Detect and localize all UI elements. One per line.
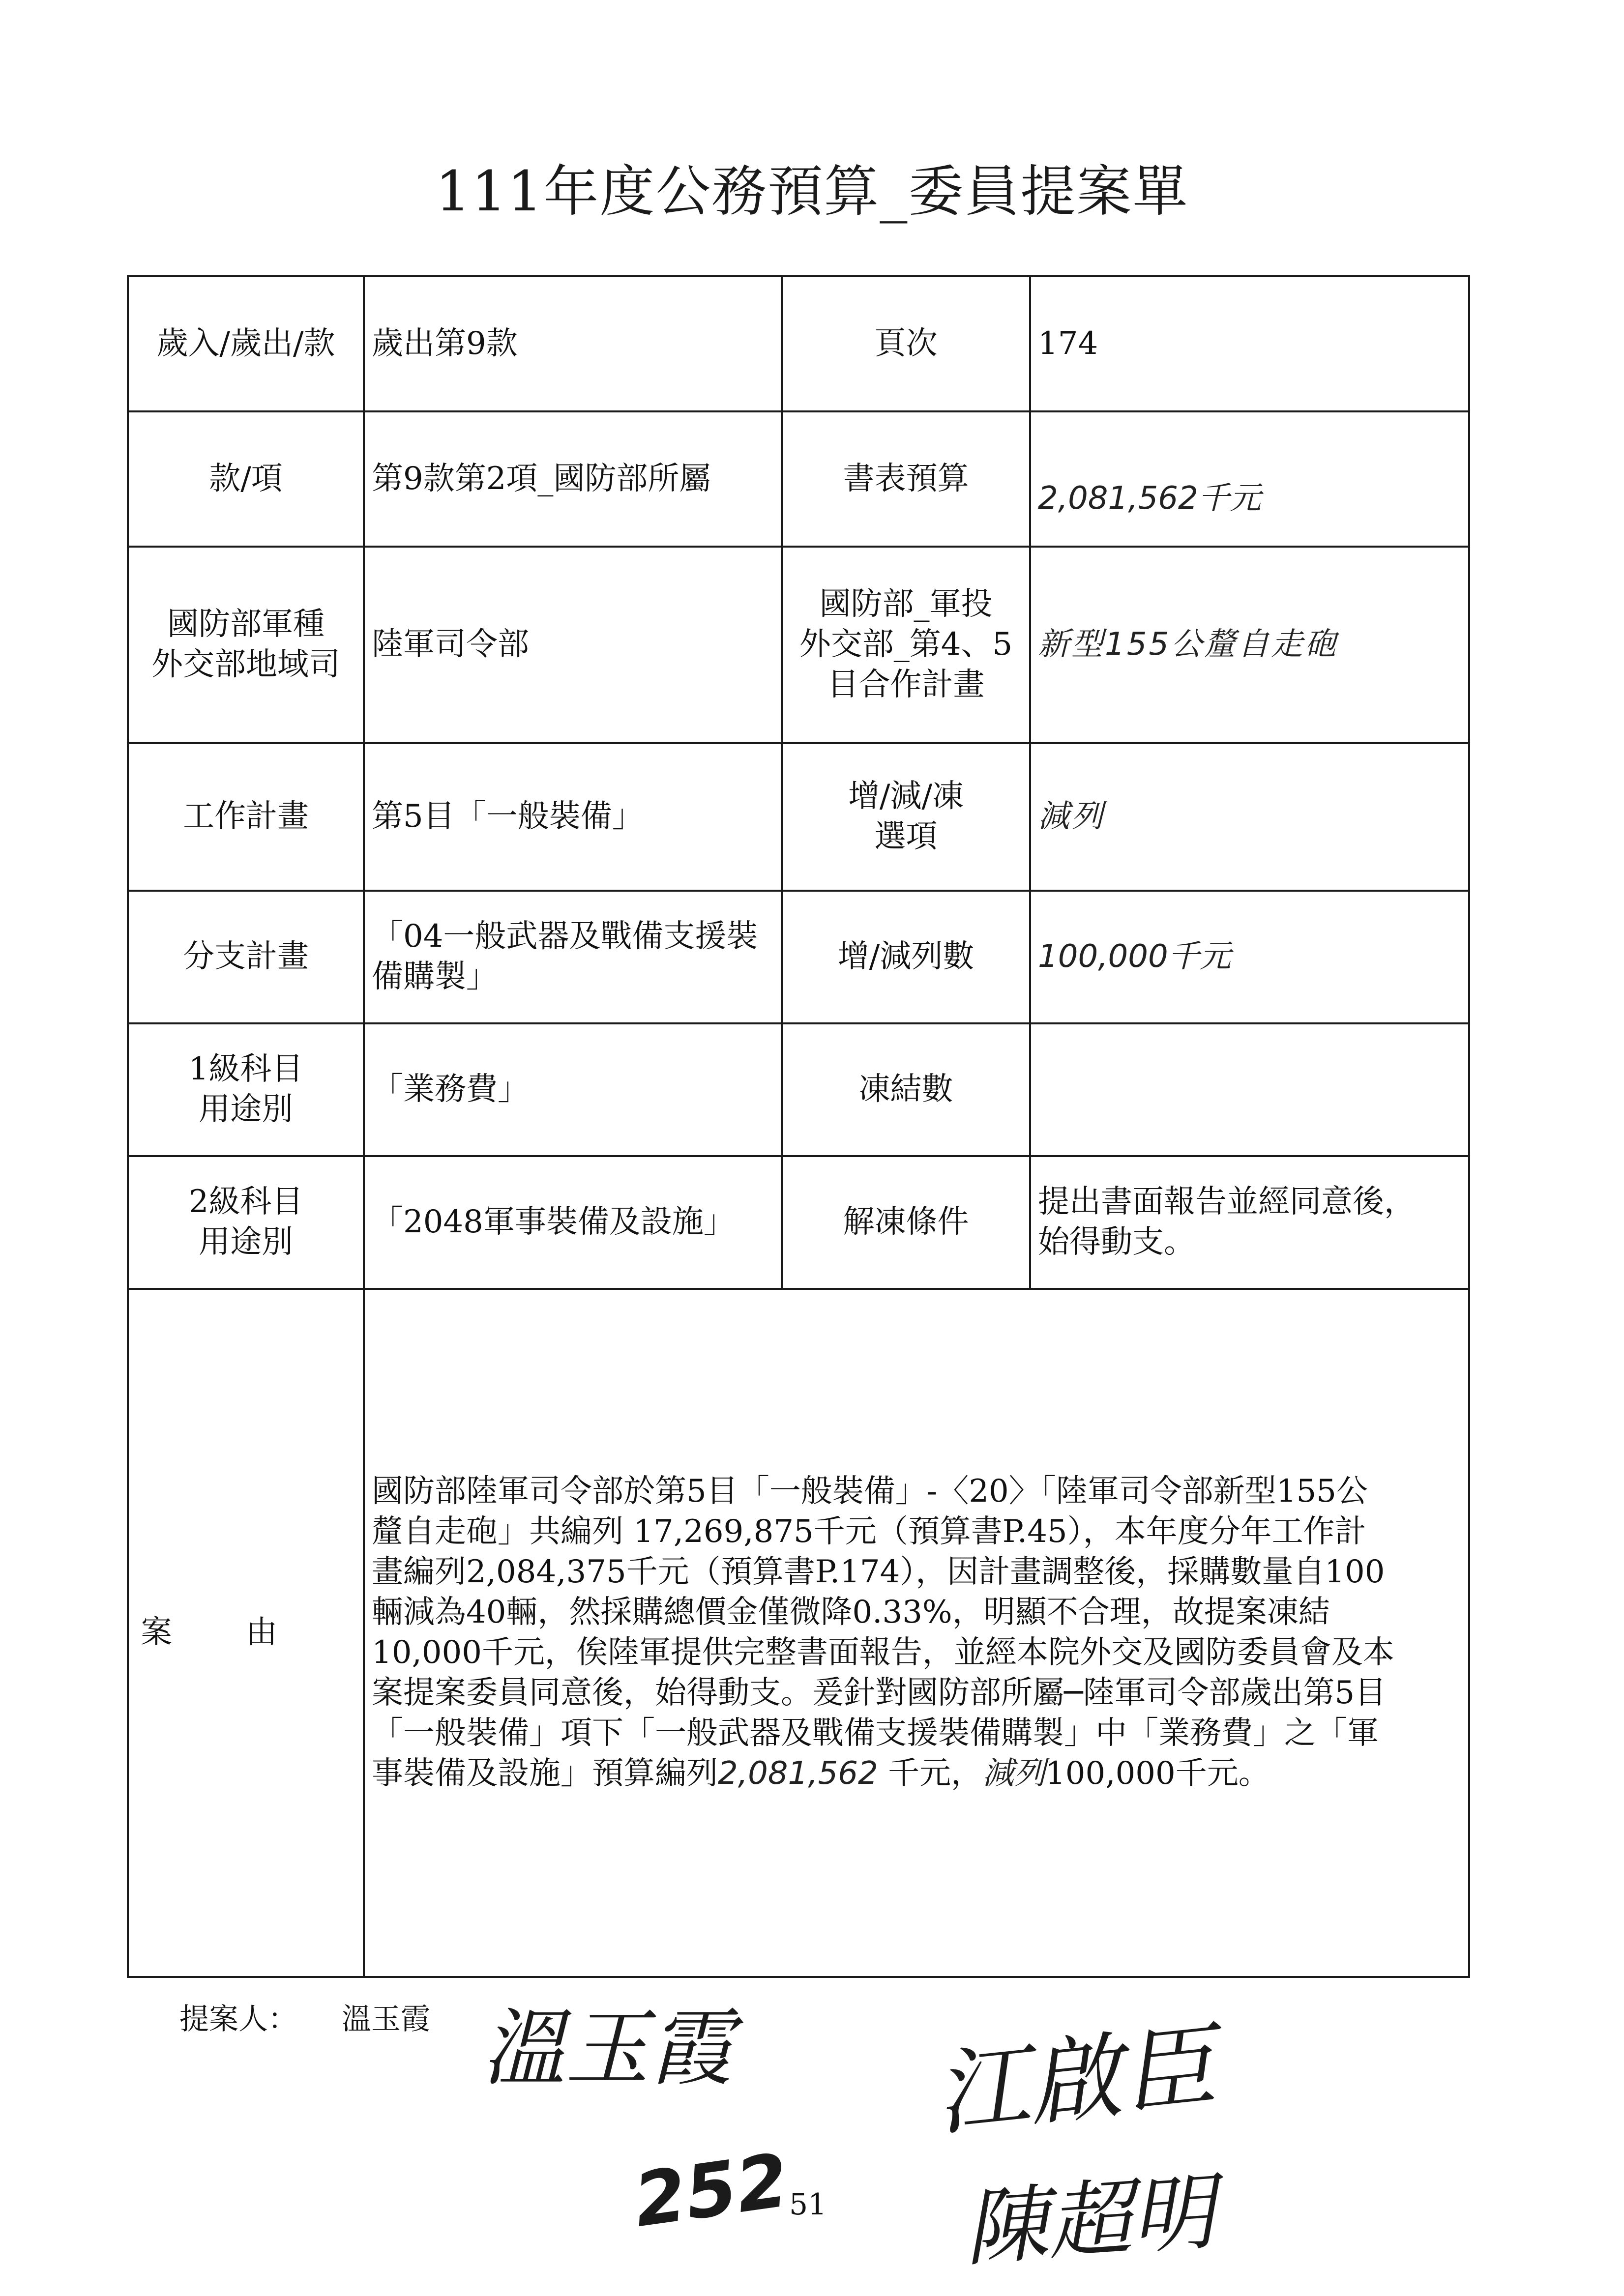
- field-label: 增/減列數: [782, 891, 1030, 1023]
- reason-label: 案由: [128, 1289, 364, 1977]
- label-line: 增/減/凍: [848, 778, 964, 815]
- field-value: 「2048軍事裝備及設施」: [364, 1156, 782, 1289]
- reason-line: 輛減為40輛，然採購總價金僅微降0.33%，明顯不合理，故提案凍結: [372, 1594, 1330, 1631]
- field-value: [364, 891, 782, 1023]
- field-label: 頁次: [782, 276, 1030, 411]
- table-row: [128, 743, 1469, 891]
- value-line: 備購製」: [372, 959, 498, 995]
- reason-line: 「一般裝備」項下「一般武器及戰備支援裝備購製」中「業務費」之「軍: [372, 1715, 1379, 1751]
- signature-1: 溫玉霞: [482, 2000, 733, 2097]
- handwritten-option: 減列: [1030, 743, 1469, 891]
- value-line: 始得動支。: [1038, 1224, 1195, 1260]
- field-label: [128, 1156, 364, 1289]
- field-label: 分支計畫: [128, 891, 364, 1023]
- field-label: 工作計畫: [128, 743, 364, 891]
- table-row: [128, 547, 1469, 743]
- field-label: [782, 547, 1030, 743]
- field-value: 第5目「一般裝備」: [364, 743, 782, 891]
- value-line: 「04一般武器及戰備支援裝: [372, 918, 758, 955]
- field-value: 174: [1030, 276, 1469, 411]
- label-line: 2級科目: [188, 1184, 303, 1221]
- value-line: 提出書面報告並經同意後，: [1038, 1184, 1416, 1221]
- field-value: 陸軍司令部: [364, 547, 782, 743]
- reason-line: 10,000千元，俟陸軍提供完整書面報告，並經本院外交及國防委員會及本: [372, 1634, 1394, 1671]
- label-line: 國防部_軍投: [819, 586, 993, 623]
- reason-line: 國防部陸軍司令部於第5目「一般裝備」-〈20〉「陸軍司令部新型155公: [372, 1473, 1368, 1510]
- table-row: [128, 276, 1469, 411]
- field-label: 款/項: [128, 411, 364, 547]
- label-line: 1級科目: [188, 1051, 303, 1088]
- proposer-label: 提案人：: [179, 2002, 297, 2036]
- reason-line: 案提案委員同意後，始得動支。爰針對國防部所屬─陸軍司令部歲出第5目: [372, 1674, 1387, 1711]
- reason-text-fragment: 100,000千元。: [1045, 1755, 1270, 1792]
- field-value: 第9款第2項_國防部所屬: [364, 411, 782, 547]
- field-label: 凍結數: [782, 1023, 1030, 1156]
- handwritten-cut-mark: 減列: [982, 1755, 1046, 1792]
- handwritten-project-name: 新型155公釐自走砲: [1030, 547, 1469, 743]
- proposal-form-table: [127, 275, 1470, 1978]
- label-line: 用途別: [199, 1224, 293, 1260]
- field-value: [1030, 1156, 1469, 1289]
- handwritten-amount: 2,081,562: [718, 1755, 878, 1792]
- field-label: 書表預算: [782, 411, 1030, 547]
- field-label: 歲入/歲出/款: [128, 276, 364, 411]
- page-number: 51: [789, 2187, 827, 2222]
- field-value: [1030, 1023, 1469, 1156]
- label-line: 用途別: [199, 1091, 293, 1128]
- field-label: [128, 547, 364, 743]
- reason-line-last: [372, 1754, 1461, 1794]
- label-line: 選項: [874, 818, 938, 855]
- field-value: 歲出第9款: [364, 276, 782, 411]
- label-line: 外交部_第4、5: [799, 626, 1013, 663]
- reason-line: 畫編列2,084,375千元（預算書P.174），因計畫調整後，採購數量自100: [372, 1554, 1385, 1591]
- table-row-reason: [128, 1289, 1469, 1977]
- label-line: 外交部地域司: [151, 646, 340, 683]
- label-line: 國防部軍種: [167, 606, 325, 643]
- reason-line: 釐自走砲」共編列 17,269,875千元（預算書P.45），本年度分年工作計: [372, 1513, 1366, 1550]
- handwritten-number: 252: [629, 2138, 794, 2244]
- reason-text: [364, 1289, 1469, 1977]
- reason-text-fragment: 事裝備及設施」預算編列: [372, 1755, 718, 1792]
- proposer-line: [179, 1996, 430, 2038]
- field-value: 「業務費」: [364, 1023, 782, 1156]
- signature-2: 江啟臣: [930, 2011, 1220, 2150]
- table-row: [128, 411, 1469, 547]
- reason-text-fragment: 千元，: [878, 1755, 983, 1792]
- proposer-name: 溫玉霞: [342, 2002, 430, 2036]
- table-row: [128, 891, 1469, 1023]
- page-title: 111年度公務預算_委員提案單: [435, 160, 1189, 224]
- handwritten-cut-amount: 100,000千元: [1030, 891, 1469, 1023]
- field-label: 解凍條件: [782, 1156, 1030, 1289]
- table-row: [128, 1156, 1469, 1289]
- table-row: [128, 1023, 1469, 1156]
- field-label: [782, 743, 1030, 891]
- field-label: [128, 1023, 364, 1156]
- signature-3: 陳超明: [961, 2163, 1218, 2278]
- handwritten-budget-value: 2,081,562千元: [1030, 411, 1469, 547]
- label-line: 目合作計畫: [827, 666, 985, 703]
